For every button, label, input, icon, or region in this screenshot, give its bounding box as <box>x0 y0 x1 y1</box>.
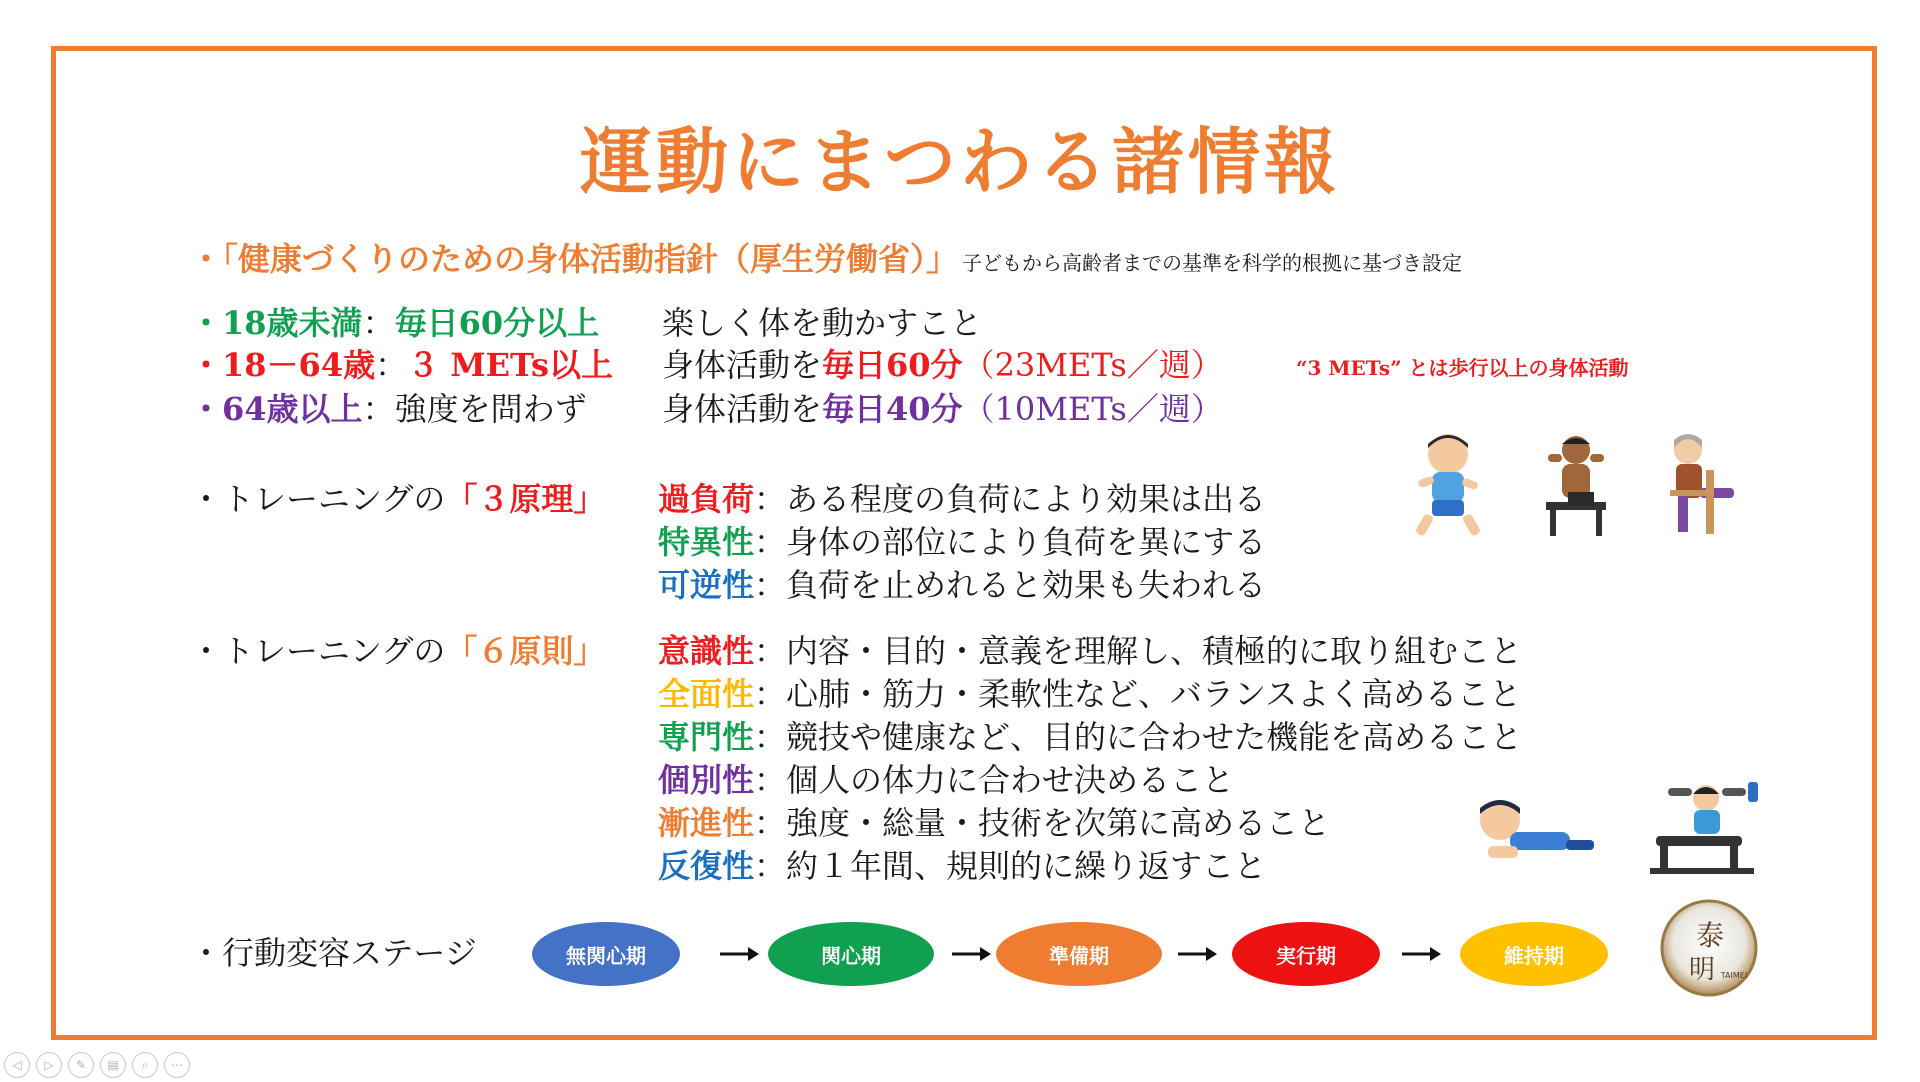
principles3-lead: トレーニングの <box>222 480 446 518</box>
principle-desc: 強度・総量・技術を次第に高めること <box>786 804 1331 842</box>
principle-name: 意識性 <box>658 632 755 670</box>
age-row-18to64-desc <box>662 340 1223 386</box>
principle-desc: 負荷を止めれると効果も失われる <box>786 566 1267 604</box>
principle-name: 専門性 <box>658 718 755 756</box>
principle-name: 反復性 <box>658 847 755 885</box>
taimei-logo <box>1658 898 1760 998</box>
principles3-heading <box>190 474 605 520</box>
principle3-row <box>658 560 1266 606</box>
principle-name: 可逆性 <box>658 566 755 604</box>
desc-text: 身体活動を <box>662 346 823 384</box>
separator: ： <box>754 632 787 670</box>
zoom-button[interactable] <box>132 1052 158 1078</box>
principle-desc: 競技や健康など、目的に合わせた機能を高めること <box>786 718 1523 756</box>
gym-machine-illustration <box>1650 774 1764 878</box>
principle6-row <box>658 798 1330 844</box>
next-slide-button[interactable] <box>36 1052 62 1078</box>
slide-title: 運動にまつわる諸情報 <box>579 119 1340 204</box>
age-label: 18歳未満 <box>222 304 363 342</box>
age-row-under18-desc: 楽しく体を動かすこと <box>662 304 983 342</box>
principle6-row <box>658 841 1266 887</box>
principles6-label: 「６原則」 <box>445 632 606 670</box>
mets-note <box>1296 352 1629 381</box>
separator: ： <box>362 390 395 428</box>
separator: ： <box>754 718 787 756</box>
desc-highlight: 毎日60分 <box>822 346 963 384</box>
arrow-icon <box>1176 944 1218 964</box>
guideline-line <box>190 234 1462 280</box>
arrow-icon <box>950 944 992 964</box>
stage-oval <box>1460 922 1608 986</box>
separator: ： <box>362 304 395 342</box>
logo-text-bottom: 明 <box>1688 955 1716 985</box>
age-row-over64-desc <box>662 384 1223 430</box>
principle6-row <box>658 712 1522 758</box>
desc-mets: （10METs／週） <box>962 390 1223 428</box>
stages-label: 行動変容ステージ <box>222 934 477 972</box>
stage-oval <box>1232 922 1380 986</box>
running-person-illustration <box>1398 428 1498 542</box>
mets-note-text: “3 METs” とは歩行以上の身体活動 <box>1296 356 1629 380</box>
stage-label: 無関心期 <box>566 943 646 968</box>
desc-highlight: 毎日40分 <box>822 390 963 428</box>
presentation-toolbar <box>4 1052 190 1082</box>
principle-name: 個別性 <box>658 761 755 799</box>
bullet: ・ <box>190 304 223 342</box>
requirement: ３ METs以上 <box>407 346 613 384</box>
principle3-row <box>658 517 1266 563</box>
bullet: ・ <box>190 480 223 518</box>
stage-label: 関心期 <box>821 943 881 968</box>
principle-name: 全面性 <box>658 675 755 713</box>
requirement: 強度を問わず <box>394 390 587 428</box>
desc-mets: （23METs／週） <box>962 346 1223 384</box>
pen-icon: ✎ <box>75 1058 87 1072</box>
separator: ： <box>754 523 787 561</box>
separator: ： <box>754 761 787 799</box>
age-row-over64 <box>190 384 587 430</box>
logo-text-roman: TAIMEI <box>1720 971 1748 980</box>
principles6-lead: トレーニングの <box>222 632 446 670</box>
logo-text-top: 泰 <box>1695 919 1725 952</box>
principle6-row <box>658 755 1234 801</box>
bullet: ・ <box>190 934 223 972</box>
prev-slide-button[interactable] <box>4 1052 30 1078</box>
age-row-18to64 <box>190 340 613 386</box>
bullet: ・ <box>190 632 223 670</box>
principle-desc: ある程度の負荷により効果は出る <box>786 480 1267 518</box>
age-row-under18 <box>190 298 599 344</box>
bullet: ・ <box>190 240 223 278</box>
separator: ： <box>754 804 787 842</box>
separator: ： <box>754 566 787 604</box>
guideline-title: 「健康づくりのための身体活動指針（厚生労働省）」 <box>222 240 959 278</box>
arrow-icon <box>718 944 760 964</box>
plank-person-illustration <box>1470 792 1596 868</box>
principles6-heading <box>190 626 605 672</box>
pen-button[interactable] <box>68 1052 94 1078</box>
bullet: ・ <box>190 346 223 384</box>
bullet: ・ <box>190 390 223 428</box>
slides-icon: ▤ <box>107 1058 119 1072</box>
more-button[interactable] <box>164 1052 190 1078</box>
principle-desc: 約１年間、規則的に繰り返すこと <box>786 847 1267 885</box>
desc-text: 身体活動を <box>662 390 823 428</box>
principle6-row <box>658 669 1521 715</box>
age-label: 18－64歳 <box>222 346 376 384</box>
separator: ： <box>375 346 408 384</box>
guideline-note: 子どもから高齢者までの基準を科学的根拠に基づき設定 <box>962 251 1463 275</box>
age-label: 64歳以上 <box>222 390 363 428</box>
next-icon: ▷ <box>44 1058 54 1072</box>
principle-desc: 内容・目的・意義を理解し、積極的に取り組むこと <box>786 632 1523 670</box>
slides-button[interactable] <box>100 1052 126 1078</box>
principle-desc: 個人の体力に合わせ決めること <box>786 761 1235 799</box>
principle-desc: 心肺・筋力・柔軟性など、バランスよく高めること <box>786 675 1522 713</box>
arrow-icon <box>1400 944 1442 964</box>
principle-desc: 身体の部位により負荷を異にする <box>786 523 1267 561</box>
requirement: 毎日60分以上 <box>394 304 600 342</box>
principle-name: 過負荷 <box>658 480 755 518</box>
situp-person-illustration <box>1540 432 1612 540</box>
stage-oval <box>996 922 1162 986</box>
stage-oval <box>768 922 934 986</box>
principle6-row <box>658 626 1522 672</box>
elderly-person-illustration <box>1656 430 1738 540</box>
principle3-row <box>658 474 1266 520</box>
more-icon: ⋯ <box>171 1058 183 1072</box>
principles3-label: 「３原理」 <box>445 480 606 518</box>
separator: ： <box>754 480 787 518</box>
separator: ： <box>754 847 787 885</box>
zoom-icon: ⌕ <box>141 1057 149 1072</box>
stage-label: 準備期 <box>1049 943 1109 968</box>
stage-label: 実行期 <box>1276 943 1336 968</box>
prev-icon: ◁ <box>12 1058 22 1072</box>
stage-oval <box>532 922 680 986</box>
principle-name: 漸進性 <box>658 804 755 842</box>
principle-name: 特異性 <box>658 523 755 561</box>
stage-label: 維持期 <box>1504 943 1564 968</box>
stages-heading <box>190 928 477 974</box>
separator: ： <box>754 675 787 713</box>
